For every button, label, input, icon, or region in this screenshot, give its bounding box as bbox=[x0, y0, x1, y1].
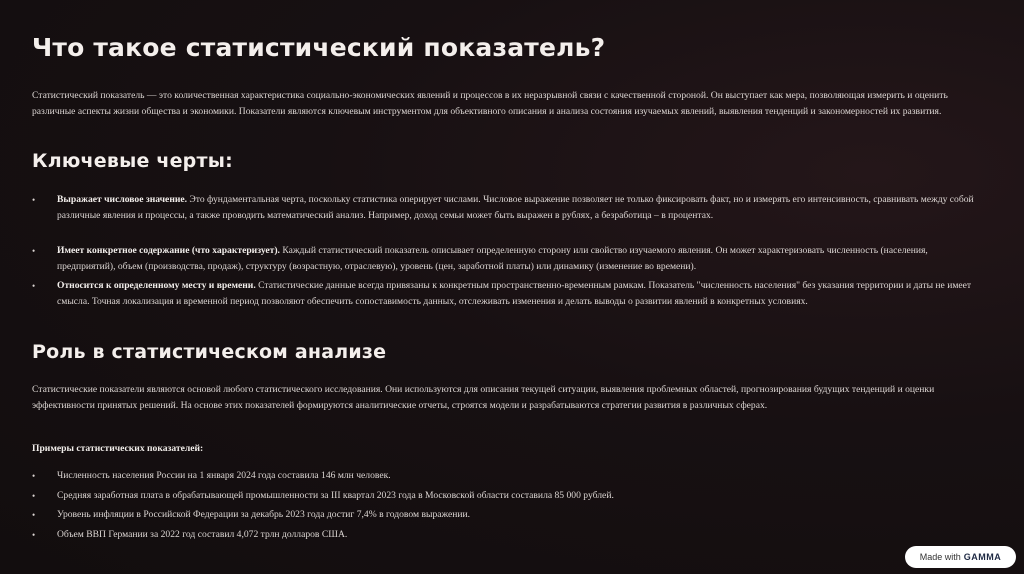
bullet-icon: • bbox=[32, 529, 36, 540]
gamma-logo: GAMMA bbox=[963, 552, 1002, 562]
role-paragraph: Статистические показатели являются основой любого статистического исследования. Они используются для описания текущей ситуации, выявления проблемных областей, прогнозирования будущих тенденций и оценки эффективности принятых решений. На основе этих показателей формируются аналитические отчеты, строятся модели и разрабатываются стратегии развития в различных сферах. bbox=[32, 384, 935, 411]
intro-paragraph: Статистический показатель — это количественная характеристика социально-экономических явлений и процессов в их неразрывной связи с качественной стороной. Он выступает как мера, позволяющая измерить и оценить различные аспекты жизни общества и экономики. Показатели являются ключевым инструментом для объективного описания и анализа состояния изучаемых явлений, выявления тенденций и закономерностей их развития. bbox=[32, 90, 948, 117]
examples-list bbox=[32, 469, 982, 547]
bullet-icon: • bbox=[32, 280, 36, 291]
made-with-gamma-badge[interactable] bbox=[905, 546, 1016, 568]
feature-item-text: Это фундаментальная черта, поскольку статистика оперирует числами. Числовое выражение позволяет не только фиксировать факт, но и измерять его интенсивность, сравнивать между собой различные явления и процессы, а также проводить математический анализ. Например, доход семьи может быть выражен в рублях, а безработица – в процентах. bbox=[57, 194, 974, 222]
feature-item bbox=[32, 192, 982, 225]
example-item-text: Уровень инфляции в Российской Федерации за декабрь 2023 года достиг 7,4% в годовом выражении. bbox=[57, 509, 471, 521]
page-title: Что такое статистический показатель? bbox=[32, 33, 606, 62]
features-heading: Ключевые черты: bbox=[32, 150, 233, 172]
examples-label: Примеры статистических показателей: bbox=[32, 443, 204, 454]
example-item bbox=[32, 469, 982, 483]
role-heading: Роль в статистическом анализе bbox=[32, 341, 387, 363]
example-item-text: Численность населения России на 1 января 2024 года составила 146 млн человек. bbox=[57, 470, 391, 481]
feature-item-text: Статистические данные всегда привязаны к конкретным пространственно-временным рамкам. Показатель "численность населения" без указания территории и даты не имеет смысла. Точная локализация и временной период позволяют обеспечить сопоставимость данных, отслеживать изменения и делать выводы о развитии явлений в конкретных условиях. bbox=[57, 279, 972, 308]
example-item-text: Объем ВВП Германии за 2022 год составил 4,072 трлн долларов США. bbox=[57, 528, 348, 540]
feature-item bbox=[32, 278, 982, 311]
bullet-icon: • bbox=[32, 245, 36, 256]
feature-item bbox=[32, 243, 982, 276]
feature-item-bold: Относится к определенному месту и времени. bbox=[57, 279, 256, 291]
feature-item-bold: Выражает числовое значение. bbox=[57, 194, 188, 205]
example-item bbox=[32, 489, 982, 503]
feature-item-bold: Имеет конкретное содержание (что характеризует). bbox=[57, 244, 280, 256]
example-item bbox=[32, 508, 982, 522]
bullet-icon: • bbox=[32, 195, 36, 205]
example-item-text: Средняя заработная плата в обрабатывающей промышленности за III квартал 2023 года в Московской области составила 85 000 рублей. bbox=[57, 489, 614, 501]
bullet-icon: • bbox=[32, 490, 36, 501]
example-item bbox=[32, 528, 982, 542]
feature-item-text: Каждый статистический показатель описывает определенную сторону или свойство изучаемого явления. Он может характеризовать численность (населения, предприятий), объем (производства, продаж), структуру (возрастную, отраслевую), уровень (цен, заработной платы) или динамику (изменение во времени). bbox=[57, 244, 928, 273]
bullet-icon: • bbox=[32, 471, 36, 481]
badge-prefix: Made with bbox=[919, 552, 961, 562]
features-list bbox=[32, 192, 982, 310]
bullet-icon: • bbox=[32, 510, 36, 521]
